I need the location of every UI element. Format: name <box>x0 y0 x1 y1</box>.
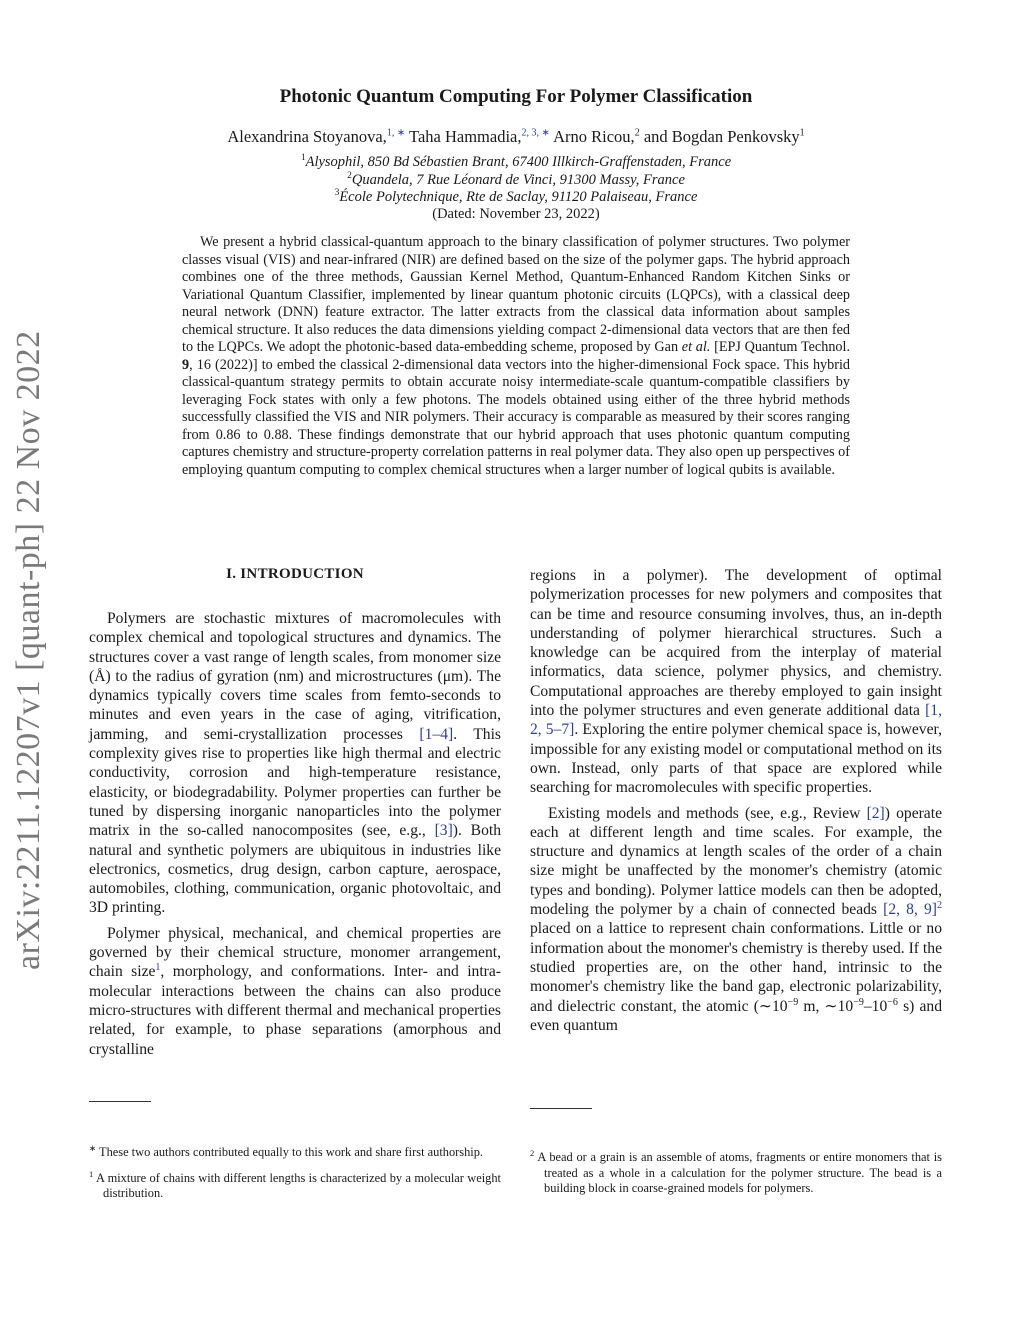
affiliation <box>140 153 892 171</box>
author-name: Arno Ricou, <box>553 127 635 146</box>
affiliation-mark: 2 <box>347 171 352 181</box>
abstract-text: [EPJ Quantum Technol. <box>710 339 850 355</box>
section-heading: I. INTRODUCTION <box>226 566 364 582</box>
affiliation-text: Alysophil, 850 Bd Sébastien Brant, 67400 Illkirch-Graffenstaden, France <box>305 153 732 170</box>
paragraph <box>89 609 501 918</box>
paragraph-text: . Exploring the entire polymer chemical space is, however, impossible for any existing model or computational method on its own. Instead, only parts of that space are explored while searching for macromolecules with specific properties. <box>530 721 942 797</box>
left-column <box>89 609 501 1059</box>
paragraph-text: Polymers are stochastic mixtures of macromolecules with complex chemical and topological structures and dynamics. The structures cover a vast range of length scales, from monomer size (Å) to the radius of gyration (nm) and microstructures (μm). The dynamics typically covers time scales from femto-seconds to minutes and even years in the case of aging, vitrification, jamming, and semi-crystallization processes <box>89 610 501 743</box>
abstract-text: , 16 (2022)] to embed the classical 2-dimensional data vectors into the higher-dimensional Fock space. This hybrid classical-quantum strategy permits to obtain accurate noisy intermediate-scale quantum-compatible classifiers by leveraging Fock states with only a few photons. The models obtained using either of the three hybrid methods successfully classified the VIS and NIR polymers. Their accuracy is comparable as measured by their scores ranging from 0.86 to 0.88. These findings demonstrate that our hybrid approach that uses photonic quantum computing captures chemistry and structure-property correlation patterns in real polymer data. They also open up perspectives of employing quantum computing to complex chemical structures when a larger number of logical qubits is available. <box>182 356 850 478</box>
paragraph-text: s) and even quantum <box>530 997 943 1034</box>
citation-link[interactable]: [1–4] <box>419 725 454 743</box>
paragraph-text: . This complexity gives rise to properties like high thermal and electric conductivity, corrosion and high-temperature resistance, elasticity, or biodegradability. Polymer properties can further be tuned by dispersing inorganic nanoparticles into the polymer matrix in the so-called nanocomposites (see, e.g., <box>89 725 501 840</box>
affiliation-text: École Polytechnique, Rte de Saclay, 91120 Palaiseau, France <box>339 188 698 205</box>
author-name: Alexandrina Stoyanova, <box>227 127 387 146</box>
author-marks: 1, ∗ <box>386 127 406 139</box>
author-marks: 2 <box>634 127 640 139</box>
exponent: −9 <box>787 996 799 1008</box>
paragraph-text: m, ∼10 <box>798 997 854 1015</box>
footnote-rule <box>89 1101 151 1102</box>
footnote-link[interactable]: 2 <box>937 899 942 911</box>
abstract <box>182 234 850 479</box>
exponent: −6 <box>887 996 898 1008</box>
paragraph <box>530 566 942 798</box>
footnote-text: A mixture of chains with different lengths is characterized by a molecular weight distribution. <box>95 1170 501 1201</box>
footnote-text: A bead or a grain is an assemble of atoms, fragments or entire monomers that is treated as a whole in a calculation for the polymer structure. The bead is a building block in coarse-grained models for polymers. <box>537 1150 942 1196</box>
footnote-link[interactable]: 1 <box>155 962 161 974</box>
footnote-mark: ∗ <box>89 1143 97 1153</box>
footnote-text: These two authors contributed equally to this work and share first authorship. <box>99 1145 484 1160</box>
citation-link[interactable]: [3] <box>434 822 453 840</box>
paragraph-text: Polymer physical, mechanical, and chemical properties are governed by their chemical structure, monomer arrangement, chain size <box>89 924 501 981</box>
paragraph-text: ) operate each at different length and time scales. For example, the structure and dynamics at length scales of the order of a chain size might be unaffected by the monomer's chemistry (atomic types and bonding). Polymer lattice models can then be adopted, modeling the polymer by a chain of connected beads <box>530 804 942 919</box>
footnotes-left <box>89 1141 501 1202</box>
footnote <box>89 1167 501 1202</box>
exponent: −9 <box>853 996 864 1008</box>
paragraph <box>530 804 942 1036</box>
paragraph-text: Existing models and methods (see, e.g., Review <box>548 804 867 822</box>
abstract-text: We present a hybrid classical-quantum approach to the binary classification of polymer structures. Two polymer classes visual (VIS) and near-infrared (NIR) are defined based on the size of the polymer gaps. The hybrid approach combines one of the three methods, Gaussian Kernel Method, Quantum-Enhanced Random Kitchen Sinks or Variational Quantum Classifier, implemented by linear quantum photonic circuits (LQPCs), with a classical deep neural network (DNN) feature extractor. The latter extracts from the classical data information about samples chemical structure. It also reduces the data dimensions yielding compact 2-dimensional data vectors that are then fed to the LQPCs. We adopt the photonic-based data-embedding scheme, proposed by Gan <box>182 234 850 355</box>
footnote-mark: 1 <box>89 1168 94 1179</box>
affiliation-text: Quandela, 7 Rue Léonard de Vinci, 91300 Massy, France <box>351 171 685 188</box>
footnotes-right <box>530 1146 942 1197</box>
date-line: (Dated: November 23, 2022) <box>432 206 600 222</box>
paragraph-text: –10 <box>863 997 888 1015</box>
footnote-rule <box>530 1108 592 1109</box>
abstract-volume: 9 <box>182 356 190 373</box>
affiliation <box>140 171 892 189</box>
affiliation <box>140 188 892 206</box>
affiliation-mark: 3 <box>334 188 340 198</box>
abstract-etal: et al. <box>681 339 711 355</box>
arxiv-identifier: arXiv:2211.12207v1 [quant-ph] 22 Nov 2022 <box>10 330 47 970</box>
author-name: Taha Hammadia, <box>409 127 522 146</box>
paragraph <box>89 924 501 1059</box>
author-list <box>140 127 892 147</box>
author-marks: 2, 3, ∗ <box>521 127 550 139</box>
affiliation-mark: 1 <box>300 153 306 163</box>
footnote <box>89 1141 501 1161</box>
paper-title: Photonic Quantum Computing For Polymer Classification <box>279 86 753 107</box>
paragraph-text: , morphology, and conformations. Inter- and intra-molecular interactions between the chains can also produce micro-structures with different thermal and mechanical properties related, for example, to phase separations (amorphous and crystalline <box>89 963 501 1058</box>
citation-link[interactable]: [2, 8, 9] <box>883 901 937 919</box>
citation-link[interactable]: [2] <box>866 804 885 822</box>
footnote <box>530 1146 942 1197</box>
author-name: and Bogdan Penkovsky <box>643 127 800 146</box>
footnote-mark: 2 <box>530 1148 535 1158</box>
paragraph-text: placed on a lattice to represent chain conformations. Little or no information about the monomer's chemistry is thereby used. If the studied properties are, on the other hand, intrinsic to the monomer's chemistry like the band gap, electronic polarizability, and dielectric constant, the atomic (∼10 <box>530 920 942 1015</box>
right-column <box>530 566 942 1035</box>
author-marks: 1 <box>799 127 805 139</box>
paragraph-text: regions in a polymer). The development of optimal polymerization processes for new polymers and composites that can be time and resource consuming involves, thus, an in-depth understanding of polymer hierarchical structures. Such a knowledge can be acquired from the interplay of material informatics, data science, polymer physics, and chemistry. Computational approaches are thereby employed to gain insight into the polymer structures and even generate additional data <box>530 567 942 720</box>
citation-link[interactable]: [1, 2, 5–7] <box>530 702 942 739</box>
paragraph-text: ). Both natural and synthetic polymers are ubiquitous in industries like electronics, cosmetics, drug design, carbon capture, aerospace, automobiles, clothing, communication, organic photovoltaic, and 3D printing. <box>89 822 501 917</box>
